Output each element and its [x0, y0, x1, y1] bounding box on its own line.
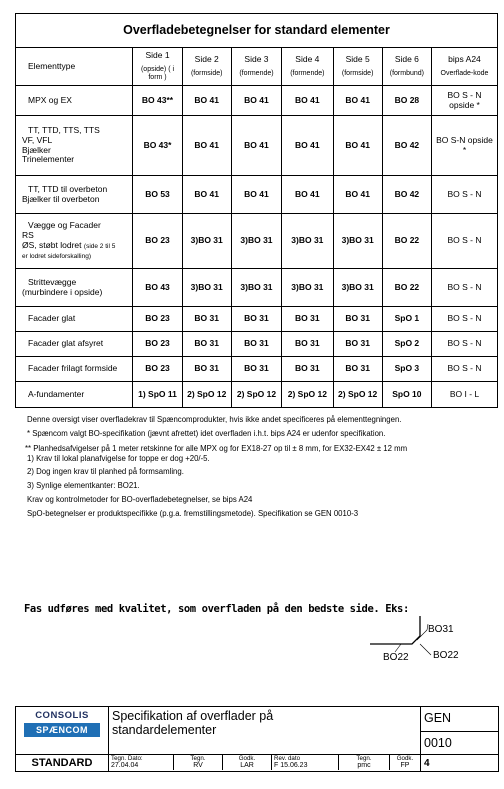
cell-side-1: BO 23: [133, 357, 182, 382]
cell-side-3: 2) SpO 12: [231, 382, 281, 408]
cell-side-6: SpO 2: [382, 332, 431, 357]
cell-side-1: 1) SpO 11: [133, 382, 182, 408]
cell-side-5: BO 31: [333, 357, 382, 382]
cell-side-6: BO 42: [382, 116, 431, 176]
company-logo: [16, 707, 109, 755]
revision-fields: [109, 755, 421, 772]
field-tegn-dato: Tegn. Dato: 27.04.04: [109, 755, 174, 770]
cell-bips: BO S - N: [431, 307, 497, 332]
cell-side-5: BO 41: [333, 176, 382, 214]
header-side-2: Side 2 (formside): [182, 48, 231, 86]
drawing-number: 0010: [421, 732, 499, 755]
gen-label: GEN: [421, 707, 499, 732]
diagram-label-left: BO22: [383, 652, 409, 663]
header-bips: bips A24 Overflade-kode: [431, 48, 497, 86]
cell-side-3: BO 41: [231, 176, 281, 214]
note: Denne oversigt viser overfladekrav til Spæncomprodukter, hvis ikke andet specificeres på elementtegningen.: [27, 415, 402, 424]
standard-label: STANDARD: [16, 755, 109, 772]
header-side-1: Side 1 (opside) ( i form ): [133, 48, 182, 86]
cell-side-6: BO 22: [382, 214, 431, 269]
field-tegn: Tegn. RV: [174, 755, 223, 770]
cell-side-5: BO 41: [333, 116, 382, 176]
cell-side-4: BO 31: [282, 332, 333, 357]
cell-side-3: BO 31: [231, 307, 281, 332]
cell-side-4: 3)BO 31: [282, 269, 333, 307]
diagram-label-top: BO31: [428, 624, 454, 635]
cell-side-2: BO 31: [182, 307, 231, 332]
table-row: [16, 269, 498, 307]
cell-side-1: BO 23: [133, 214, 182, 269]
field-godk: Godk. LAR: [223, 755, 272, 770]
header-side-3: Side 3 (formende): [231, 48, 281, 86]
cell-side-5: BO 31: [333, 332, 382, 357]
cell-side-6: SpO 10: [382, 382, 431, 408]
cell-side-4: BO 41: [282, 86, 333, 116]
row-element-type: MPX og EX: [16, 86, 133, 116]
cell-side-2: BO 31: [182, 332, 231, 357]
cell-side-6: SpO 1: [382, 307, 431, 332]
row-element-type: Vægge og Facader RS ØS, støbt lodret (side 2 til 5 er lodret sideforskalling): [16, 214, 133, 269]
table-row: [16, 176, 498, 214]
cell-side-4: 3)BO 31: [282, 214, 333, 269]
cell-side-2: 2) SpO 12: [182, 382, 231, 408]
header-element-type: Elementtype: [16, 48, 133, 86]
table-row: [16, 86, 498, 116]
notes-section: [27, 416, 497, 517]
cell-side-5: BO 41: [333, 86, 382, 116]
cell-side-2: BO 31: [182, 357, 231, 382]
drawing-title: Specifikation af overflader på standardelementer: [109, 707, 421, 755]
note: Krav og kontrolmetoder for BO-overfladebetegnelser, se bips A24: [27, 494, 253, 504]
cell-side-3: 3)BO 31: [231, 269, 281, 307]
row-element-type: A-fundamenter: [16, 382, 133, 408]
cell-side-6: SpO 3: [382, 357, 431, 382]
chamfer-diagram: [365, 614, 490, 670]
field-rev-tegn: Tegn. pmc: [339, 755, 390, 770]
cell-side-1: BO 23: [133, 332, 182, 357]
title-block: [15, 706, 499, 772]
table-row: [16, 382, 498, 408]
row-element-type: Facader glat afsyret: [16, 332, 133, 357]
diagram-label-right: BO22: [433, 650, 459, 661]
note: ** Planhedsafvigelser på 1 meter retskinne for alle MPX og for EX18-27 op til ± 8 mm, for EX32-EX42 ± 12 mm: [25, 443, 408, 453]
cell-side-6: BO 22: [382, 269, 431, 307]
cell-side-3: 3)BO 31: [231, 214, 281, 269]
cell-side-4: BO 41: [282, 116, 333, 176]
cell-side-4: BO 31: [282, 307, 333, 332]
cell-side-5: 2) SpO 12: [333, 382, 382, 408]
cell-side-1: BO 53: [133, 176, 182, 214]
sheet-number: 4: [421, 755, 499, 772]
cell-side-3: BO 31: [231, 357, 281, 382]
cell-side-2: 3)BO 31: [182, 269, 231, 307]
cell-side-3: BO 41: [231, 86, 281, 116]
row-element-type: Facader frilagt formside: [16, 357, 133, 382]
cell-side-3: BO 41: [231, 116, 281, 176]
cell-side-4: 2) SpO 12: [282, 382, 333, 408]
row-element-type: TT, TTD, TTS, TTS VF, VFL Bjælker Trinelementer: [16, 116, 133, 176]
cell-bips: BO S - N opside *: [431, 86, 497, 116]
cell-side-1: BO 43*: [133, 116, 182, 176]
cell-side-2: BO 41: [182, 176, 231, 214]
note: 2) Dog ingen krav til planhed på formsamling.: [27, 467, 184, 477]
cell-side-2: BO 41: [182, 86, 231, 116]
chamfer-note: Fas udføres med kvalitet, som overfladen på den bedste side. Eks:: [24, 603, 409, 615]
cell-side-5: 3)BO 31: [333, 269, 382, 307]
cell-bips: BO S - N: [431, 269, 497, 307]
cell-bips: BO S - N: [431, 332, 497, 357]
field-rev-dato: Rev. dato F 15.06.23: [272, 755, 339, 770]
cell-bips: BO S - N: [431, 214, 497, 269]
row-element-type: Facader glat: [16, 307, 133, 332]
cell-side-4: BO 41: [282, 176, 333, 214]
table-title: Overfladebetegnelser for standard elementer: [16, 14, 498, 48]
cell-side-2: 3)BO 31: [182, 214, 231, 269]
table-row: [16, 214, 498, 269]
cell-bips: BO S - N: [431, 357, 497, 382]
row-element-type: TT, TTD til overbeton Bjælker til overbeton: [16, 176, 133, 214]
cell-side-3: BO 31: [231, 332, 281, 357]
note: 3) Synlige elementkanter: BO21.: [27, 480, 140, 490]
header-side-4: Side 4 (formende): [282, 48, 333, 86]
header-side-5: Side 5 (formside): [333, 48, 382, 86]
cell-side-1: BO 43: [133, 269, 182, 307]
cell-side-1: BO 43**: [133, 86, 182, 116]
row-element-type: Strittevægge (murbindere i opside): [16, 269, 133, 307]
cell-bips: BO S - N: [431, 176, 497, 214]
table-row: [16, 307, 498, 332]
table-row: [16, 116, 498, 176]
cell-side-6: BO 28: [382, 86, 431, 116]
note: * Spæncom valgt BO-specifikation (jævnt afrettet) idet overfladen i.h.t. bips A24 er udenfor specifikation.: [27, 428, 386, 438]
cell-side-1: BO 23: [133, 307, 182, 332]
cell-bips: BO I - L: [431, 382, 497, 408]
consolis-logo: CONSOLIS: [35, 710, 89, 721]
cell-side-5: 3)BO 31: [333, 214, 382, 269]
table-row: [16, 332, 498, 357]
table-row: [16, 357, 498, 382]
cell-side-5: BO 31: [333, 307, 382, 332]
cell-side-4: BO 31: [282, 357, 333, 382]
cell-side-6: BO 42: [382, 176, 431, 214]
note: 1) Krav til lokal planafvigelse for toppe er dog +20/-5.: [27, 454, 210, 464]
cell-bips: BO S-N opside *: [431, 116, 497, 176]
cell-side-2: BO 41: [182, 116, 231, 176]
spaencom-logo: SPÆNCOM: [24, 723, 100, 737]
note: SpO-betegnelser er produktspecifikke (p.g.a. fremstillingsmetode). Specifikation se GEN 0010-3: [27, 508, 359, 518]
header-row: [16, 48, 498, 86]
surface-spec-table: [15, 13, 498, 408]
field-rev-godk: Godk. FP: [396, 755, 414, 770]
header-side-6: Side 6 (formbund): [382, 48, 431, 86]
